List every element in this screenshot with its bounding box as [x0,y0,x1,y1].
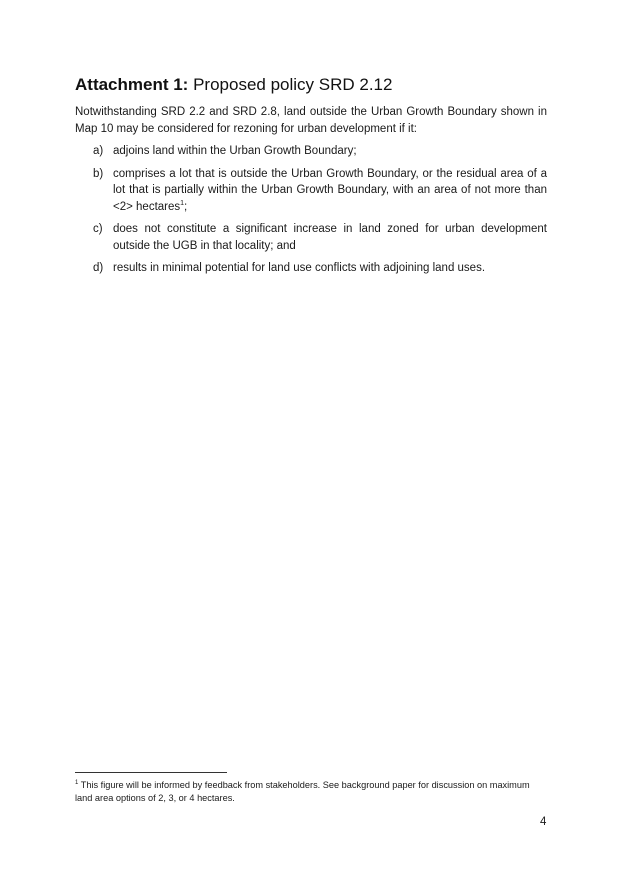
list-item [75,166,547,216]
list-item [75,260,547,277]
list-marker: c) [93,223,103,235]
list-item-text: comprises a lot that is outside the Urban Growth Boundary, or the residual area of a lot that is partially within the Urban Growth Boundary, with an area of not more than <2> hectares [113,167,547,213]
list-item-text: does not constitute a significant increase in land zoned for urban development outside the UGB in that locality; and [113,223,547,252]
footnote-separator [75,772,227,773]
policy-criteria-list [75,143,547,283]
heading-title: Proposed policy SRD 2.12 [188,75,393,94]
list-item [75,143,547,160]
footnote-number: 1 [75,779,79,786]
list-item-text: adjoins land within the Urban Growth Boundary; [113,145,357,157]
page-heading [75,74,392,96]
list-item-text-wrapper [113,166,547,216]
list-marker: b) [93,167,104,180]
footnote-reference[interactable]: 1 [180,199,185,207]
intro-paragraph: Notwithstanding SRD 2.2 and SRD 2.8, land outside the Urban Growth Boundary shown in Map 10 may be considered for rezoning for urban development if it: [75,106,547,135]
list-marker: a) [93,145,104,157]
list-item [75,221,547,254]
footnote [75,779,547,805]
list-marker: d) [93,262,104,274]
list-item-text: results in minimal potential for land use conflicts with adjoining land uses. [113,262,486,274]
heading-bold-part: Attachment 1: [75,75,189,94]
footnote-text: This figure will be informed by feedback from stakeholders. See background paper for discussion on maximum land area options of 2, 3, or 4 hectares. [75,780,530,803]
list-item-text-end: ; [184,200,188,213]
page-number: 4 [540,816,547,828]
